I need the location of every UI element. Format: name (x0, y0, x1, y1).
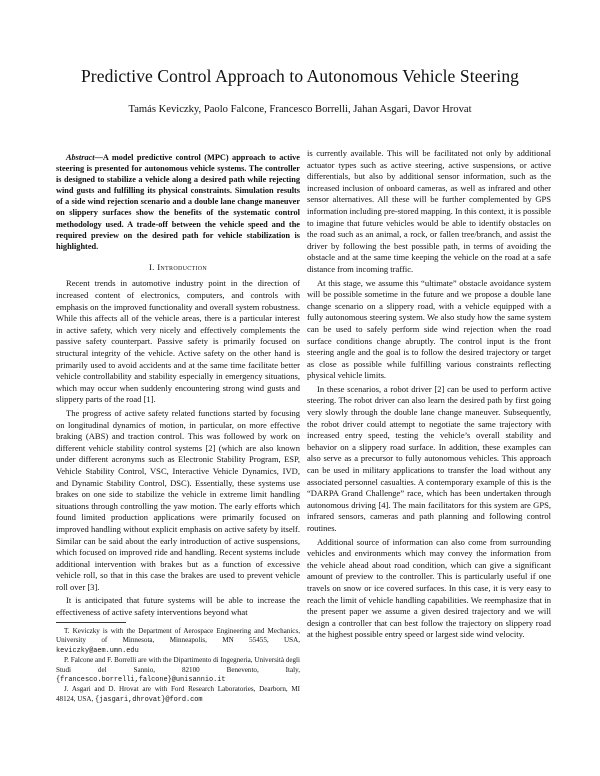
body-paragraph: It is anticipated that future systems will be able to increase the effectiveness of active safety interventions beyond what (56, 595, 300, 618)
footnote-text: P. Falcone and F. Borrelli are with the Dipartimento di Ingegneria, Università degli Studi del Sannio, 82100 Benevento, Italy, (56, 656, 300, 674)
footnote-text: J. Asgari and D. Hrovat are with Ford Research Laboratories, Dearborn, MI 48124, USA, (56, 685, 300, 703)
body-paragraph: The progress of active safety related functions started by focusing on longitudinal dynamics of motion, in particular, on more effective braking (ABS) and traction control. This was followed by work on different vehicle stability control systems [2] (which are also known under different acronyms such as Electronic Stability Program, ESP, Vehicle Stability Control, VSC, Interactive Vehicle Dynamics, IVD, and Dynamic Stability Control, DSC). Essentially, these systems use brakes on one side to stabilize the vehicle in extreme limit handling situations through controlling the yaw motion. The early efforts which found limited production applications were primarily focused on improved handling without explicit emphasis on active safety by itself. Similar can be said about the early introduction of active suspensions, which focused on improved ride and handling. Recent systems include additional intervention with brakes but as a function of excessive vehicle roll, so that in this case the brakes are used to prevent vehicle roll over [3]. (56, 407, 300, 592)
section-title: Introduction (157, 261, 208, 272)
left-column (56, 152, 300, 621)
footnote-divider (56, 622, 126, 623)
abstract (56, 152, 300, 252)
footnote-email: keviczky@aem.umn.edu (56, 646, 139, 655)
body-paragraph: is currently available. This will be facilitated not only by additional actuator types such as active steering, active suspensions, or active differentials, but also by additional sensor information, such as the increased inclusion of onboard cameras, as well as infrared and other sensor alternatives. All these will be further complemented by GPS information including pre-stored mapping. In this context, it is possible to imagine that future vehicles would be able to identify obstacles on the road such as an animal, a rock, or fallen tree/branch, and assist the driver by following the best possible path, in terms of avoiding the obstacle and at the same time keeping the vehicle on the road at a safe distance from incoming traffic. (307, 148, 551, 274)
footnote-email: {jasgari,dhrovat}@ford.com (95, 695, 203, 704)
footnote (56, 685, 300, 705)
footnotes (56, 622, 300, 705)
section-number: I. (148, 261, 155, 272)
abstract-text: —A model predictive control (MPC) approach to active steering is presented for autonomous vehicle systems. The controller is designed to stabilize a vehicle along a desired path while rejecting wind gusts and fulfilling its physical constraints. Simulation results of a side wind rejection scenario and a double lane change maneuver on slippery surfaces show the benefits of the systematic control methodology used. A trade-off between the vehicle speed and the required preview on the desired path for vehicle stabilization is highlighted. (56, 153, 300, 251)
footnote-text: T. Keviczky is with the Department of Aerospace Engineering and Mechanics, University of Minnesota, Minneapolis, MN 55455, USA, (56, 627, 300, 645)
body-paragraph: In these scenarios, a robot driver [2] can be used to perform active steering. The robot driver can also learn the desired path by first going very slowly through the double lane change maneuver. Subsequently, the robot driver could attempt to negotiate the same trajectory with increased entry speed, testing the vehicle’s overall stability and behavior on a slippery road surface. In addition, these examples can also serve as a precursor to fully autonomous vehicles. This approach can be used in military applications to transfer the load without any associated personnel casualties. A contemporary example of this is the “DARPA Grand Challenge” race, which has been undertaken through autonomous driving [4]. The main facilitators for this system are GPS, infrared sensors, cameras and path planning and following control routines. (307, 383, 551, 533)
body-paragraph: At this stage, we assume this “ultimate” obstacle avoidance system will be possible sometime in the future and we propose a double lane change scenario on a slippery road, with a vehicle equipped with a fully autonomous steering system. We also study how the same system can be used to safely perform side wind rejection when the road surface conditions change abruptly. The control input is the front steering angle and the goal is to follow the desired trajectory or target as close as possible while fulfilling various constraints reflecting physical vehicle limits. (307, 277, 551, 381)
footnote (56, 627, 300, 656)
abstract-label: Abstract (66, 153, 95, 162)
right-column (307, 148, 551, 643)
footnote (56, 656, 300, 685)
author-list: Tamás Keviczky, Paolo Falcone, Francesco Borrelli, Jahan Asgari, Davor Hrovat (128, 104, 472, 115)
section-heading (56, 262, 300, 274)
body-paragraph: Recent trends in automotive industry point in the direction of increased content of electronics, computers, and controls with emphasis on the improved functionality and overall system robustness. While this affects all of the vehicle areas, there is a particular interest in active safety, which very nicely and effectively complements the passive safety counterpart. Passive safety is primarily focused on structural integrity of the vehicle. Active safety on the other hand is primarily used to avoid accidents and at the same time facilitate better vehicle controllability and stability especially in emergency situations, which may occur when suddenly encountering strong wind gusts and slippery parts of the road [1]. (56, 278, 300, 405)
footnote-email: {francesco.borrelli,falcone}@unisannio.it (56, 676, 226, 685)
paper-title: Predictive Control Approach to Autonomous Vehicle Steering (80, 66, 520, 86)
body-paragraph: Additional source of information can also come from surrounding vehicles and environments which may convey the information from the vehicle ahead about road condition, which can give a significant amount of preview to the controller. This is particularly useful if one travels on snow or ice covered surfaces. In this case, it is very easy to reach the limit of vehicle handling capabilities. We reemphasize that in the present paper we assume a given desired trajectory and we will design a controller that can best follow the trajectory on slippery road at the highest possible entry speed or largest side wind velocity. (307, 536, 551, 640)
